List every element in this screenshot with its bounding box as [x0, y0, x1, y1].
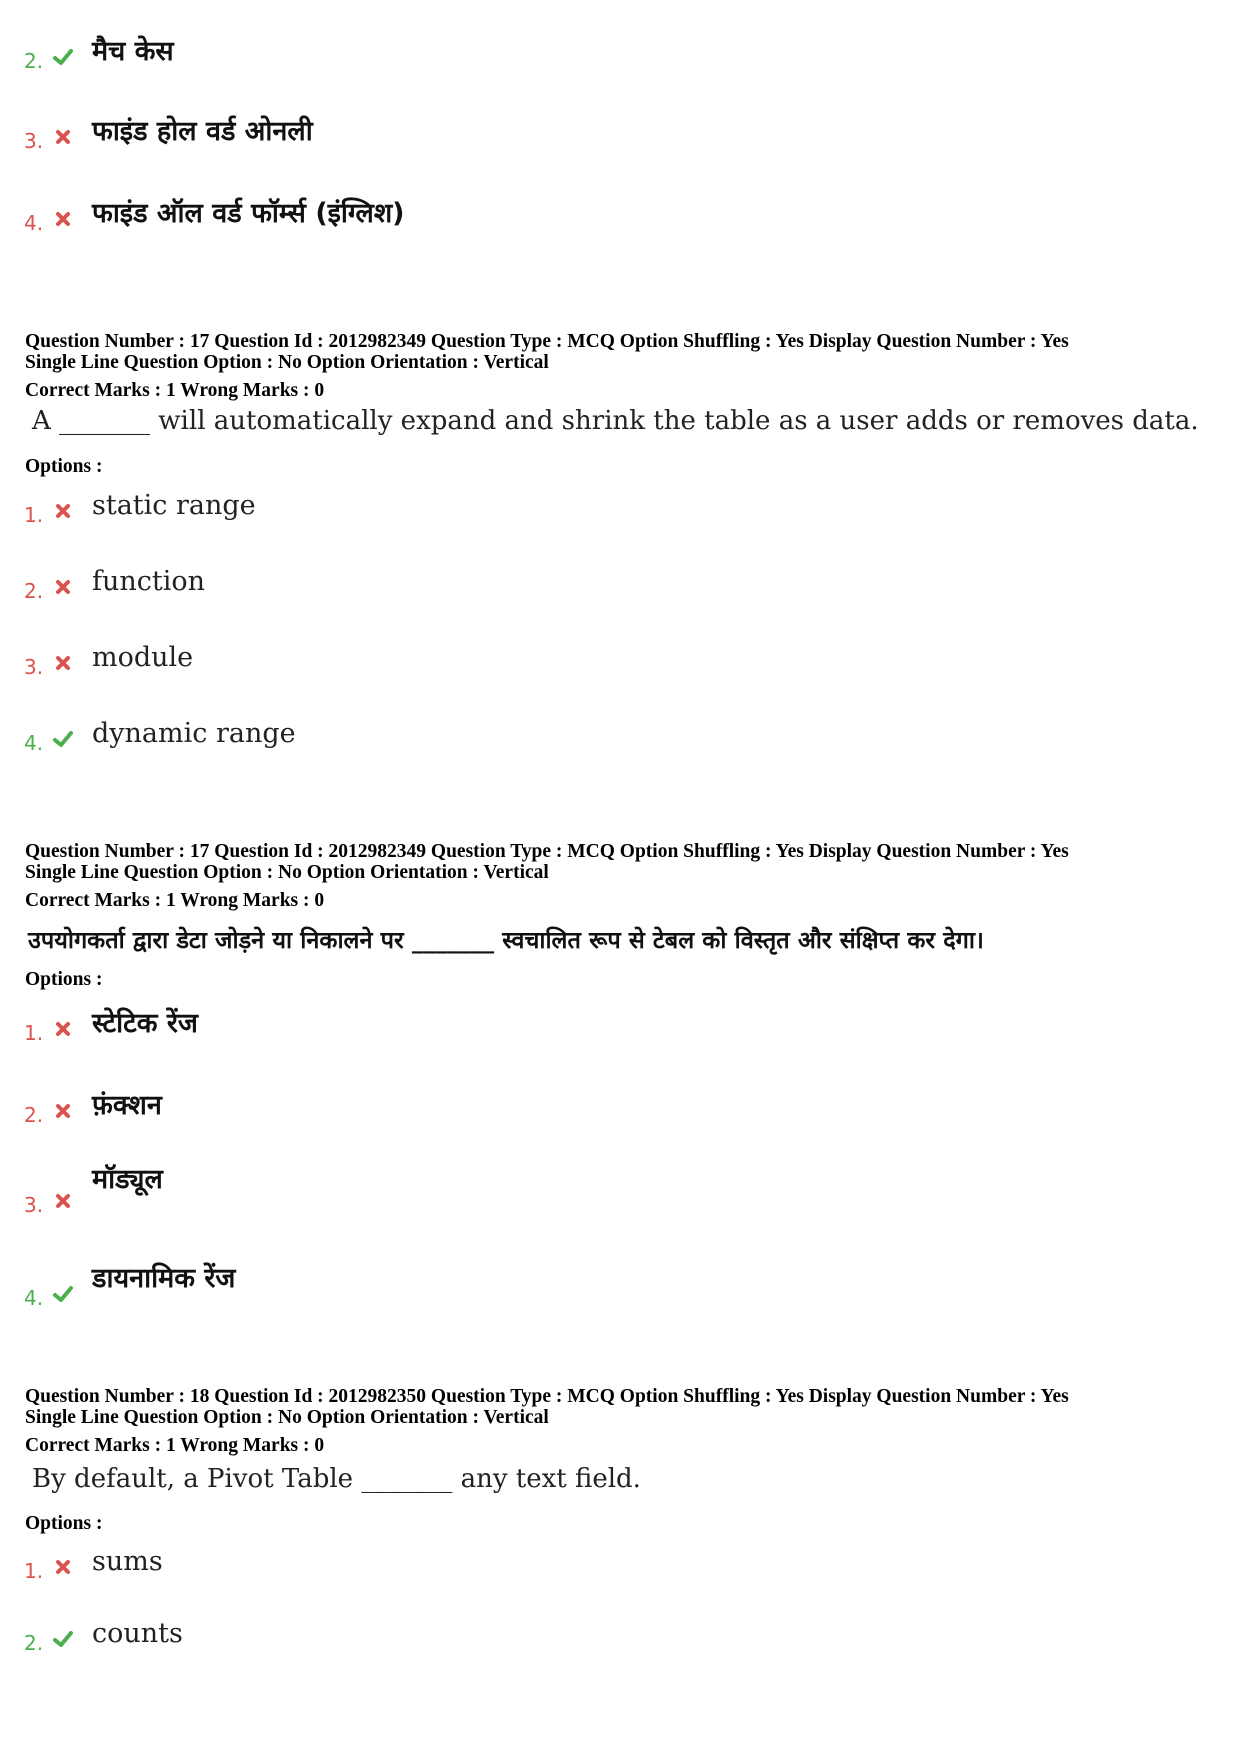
cross-icon — [52, 126, 74, 148]
option-row — [24, 490, 1204, 530]
option-row — [24, 116, 1204, 156]
option-row — [24, 1090, 1204, 1130]
option-row — [24, 642, 1204, 682]
question-marks: Correct Marks : 1 Wrong Marks : 0 — [25, 890, 325, 911]
option-number: 4. — [24, 1286, 44, 1310]
option-number: 1. — [24, 1021, 44, 1045]
cross-icon — [52, 1018, 74, 1040]
option-text: dynamic range — [92, 718, 296, 749]
question-meta-line1: Question Number : 17 Question Id : 2012982349 Question Type : MCQ Option Shuffling : Yes Display Question Number : Yes — [25, 841, 1069, 862]
option-row — [24, 1008, 1204, 1048]
question-marks: Correct Marks : 1 Wrong Marks : 0 — [25, 1435, 325, 1456]
options-label: Options : — [25, 456, 103, 477]
option-text: डायनामिक रेंज — [92, 1263, 236, 1294]
option-number: 4. — [24, 211, 44, 235]
check-icon — [52, 1283, 74, 1305]
cross-icon — [52, 1190, 74, 1212]
option-row — [24, 1263, 1204, 1313]
option-row — [24, 566, 1204, 606]
option-row — [24, 718, 1204, 758]
question-meta-line2: Single Line Question Option : No Option Orientation : Vertical — [25, 1407, 549, 1428]
option-text: module — [92, 642, 194, 673]
option-number: 1. — [24, 503, 44, 527]
question-meta-line1: Question Number : 18 Question Id : 2012982350 Question Type : MCQ Option Shuffling : Yes Display Question Number : Yes — [25, 1386, 1069, 1407]
check-icon — [52, 46, 74, 68]
question-marks: Correct Marks : 1 Wrong Marks : 0 — [25, 380, 325, 401]
option-number: 2. — [24, 579, 44, 603]
option-number: 3. — [24, 655, 44, 679]
option-number: 2. — [24, 1103, 44, 1127]
cross-icon — [52, 652, 74, 674]
option-text: स्टेटिक रेंज — [92, 1008, 198, 1039]
check-icon — [52, 1628, 74, 1650]
check-icon — [52, 728, 74, 750]
question-text: A _______ will automatically expand and shrink the table as a user adds or removes data. — [32, 406, 1199, 436]
question-text: By default, a Pivot Table _______ any text field. — [32, 1464, 641, 1494]
option-text: फाइंड होल वर्ड ओनली — [92, 116, 313, 147]
option-number: 4. — [24, 731, 44, 755]
option-number: 1. — [24, 1559, 44, 1583]
question-meta-line1: Question Number : 17 Question Id : 2012982349 Question Type : MCQ Option Shuffling : Yes Display Question Number : Yes — [25, 331, 1069, 352]
question-meta-line2: Single Line Question Option : No Option Orientation : Vertical — [25, 352, 549, 373]
option-text: फ़ंक्शन — [92, 1090, 162, 1121]
option-text: counts — [92, 1618, 183, 1649]
option-row — [24, 198, 1204, 238]
cross-icon — [52, 208, 74, 230]
options-label: Options : — [25, 1513, 103, 1534]
option-text: मैच केस — [92, 36, 174, 67]
question-meta-line2: Single Line Question Option : No Option Orientation : Vertical — [25, 862, 549, 883]
option-number: 3. — [24, 1193, 44, 1217]
cross-icon — [52, 1100, 74, 1122]
cross-icon — [52, 1556, 74, 1578]
option-row — [24, 1164, 1204, 1220]
option-row — [24, 36, 1204, 76]
cross-icon — [52, 500, 74, 522]
cross-icon — [52, 576, 74, 598]
option-text: फाइंड ऑल वर्ड फॉर्म्स (इंग्लिश) — [92, 198, 405, 229]
option-row — [24, 1546, 1204, 1586]
option-text: static range — [92, 490, 256, 521]
option-text: मॉड्यूल — [92, 1164, 163, 1195]
options-label: Options : — [25, 969, 103, 990]
option-number: 2. — [24, 49, 44, 73]
option-number: 3. — [24, 129, 44, 153]
question-text: उपयोगकर्ता द्वारा डेटा जोड़ने या निकालने पर _______ स्वचालित रूप से टेबल को विस्तृत और संक्षिप्त कर देगा। — [28, 926, 984, 954]
option-number: 2. — [24, 1631, 44, 1655]
option-text: sums — [92, 1546, 163, 1577]
option-row — [24, 1618, 1204, 1658]
option-text: function — [92, 566, 206, 597]
